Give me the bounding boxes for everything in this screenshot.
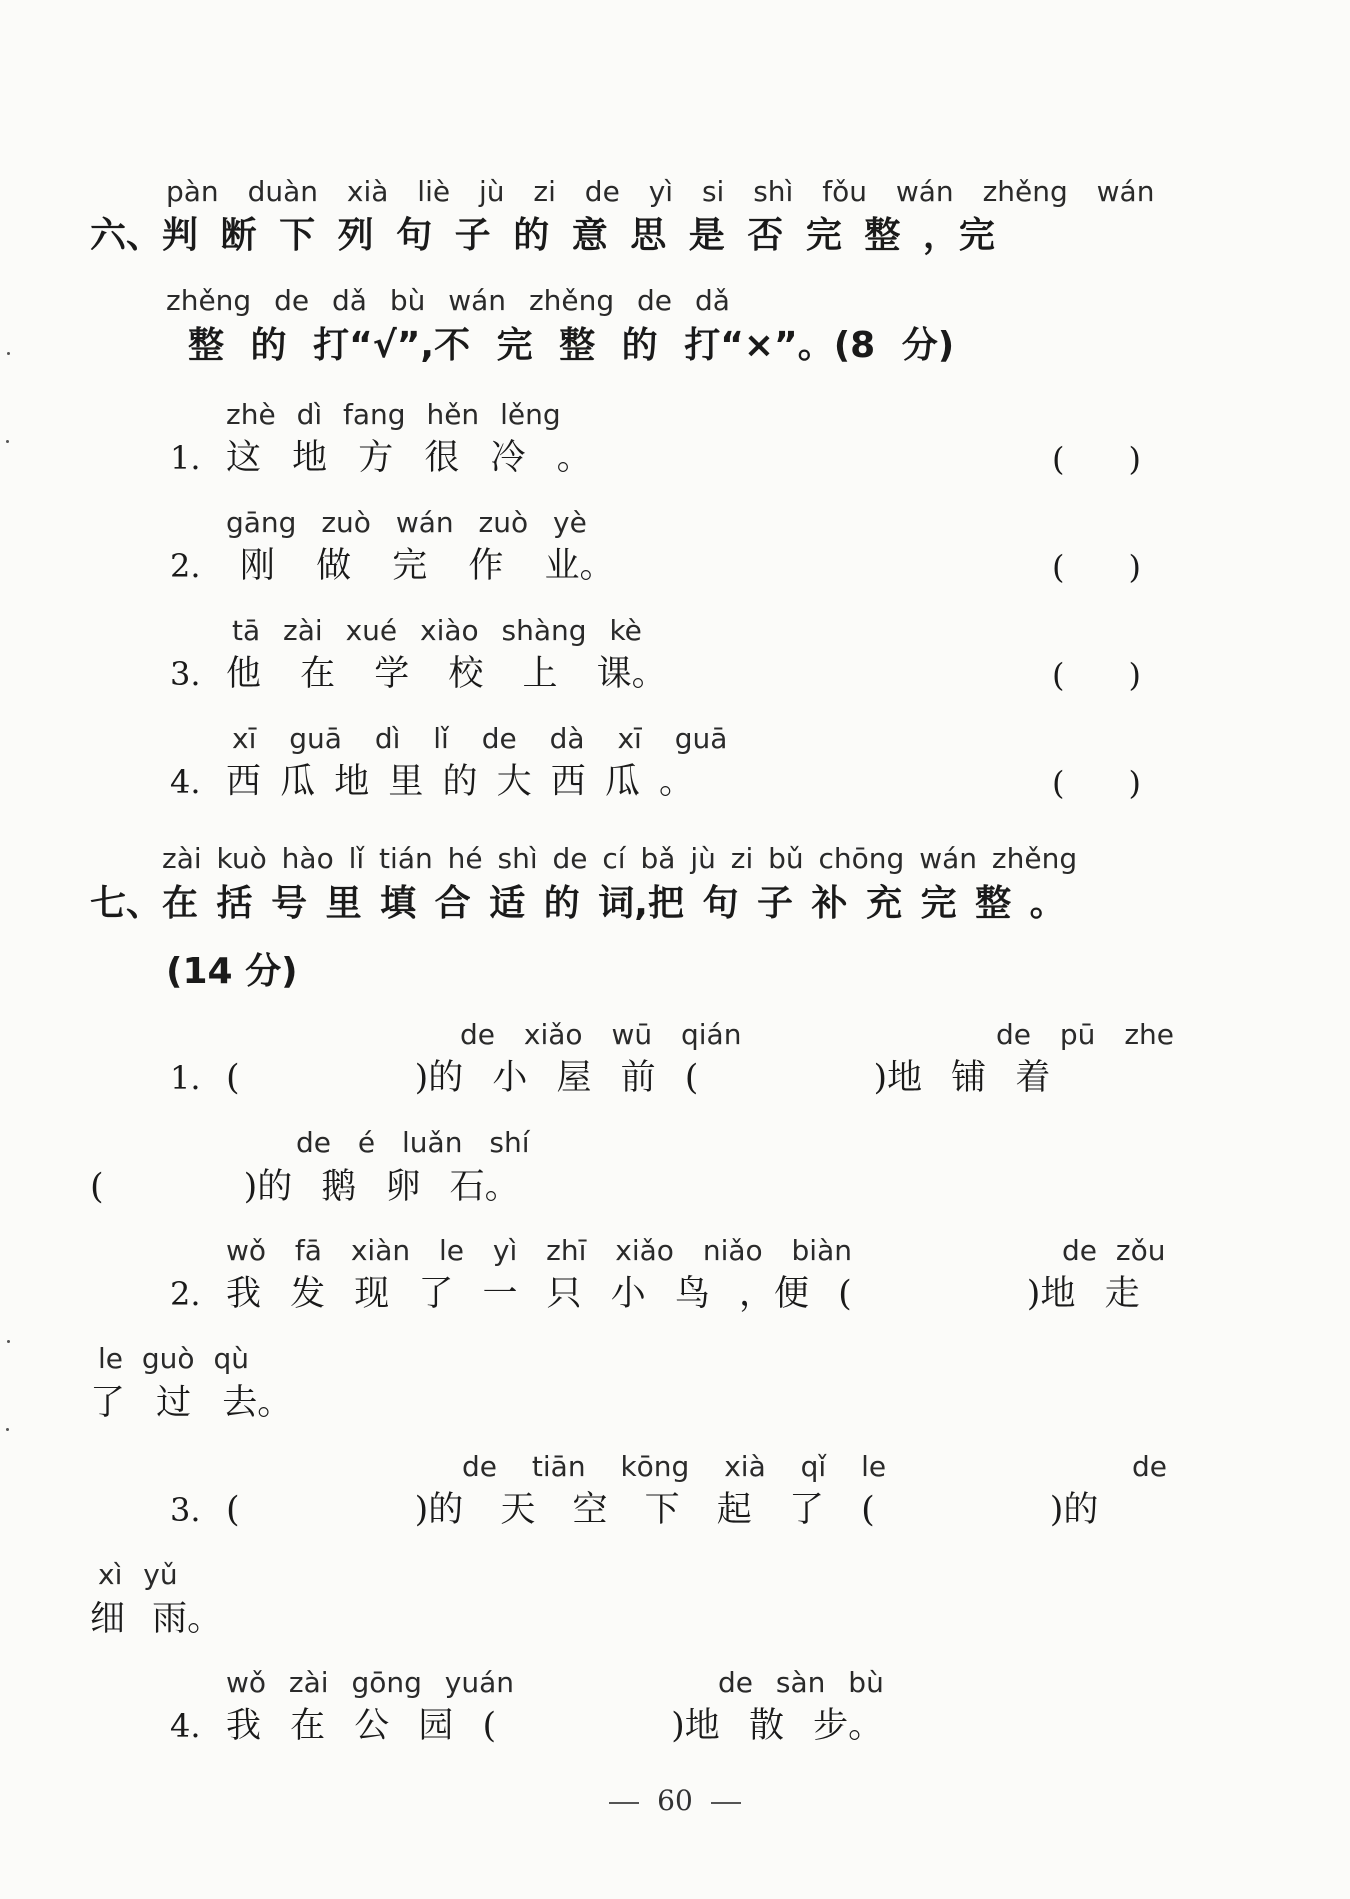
section7-heading-pinyin: zài kuò hào lǐ tián hé shì de cí bǎ jù zi bǔ chōng wán zhěng bbox=[162, 842, 1078, 875]
answer-blank[interactable]: ( ) bbox=[1052, 548, 1141, 586]
section6-heading-pinyin-2: zhěng de dǎ bù wán zhěng de dǎ bbox=[166, 284, 730, 317]
q3-pinyin-a: de tiān kōng xià qǐ le bbox=[462, 1450, 887, 1483]
scan-speck bbox=[7, 1340, 10, 1343]
judgement-sentence: 这 地 方 很 冷 。 bbox=[226, 438, 592, 478]
item-pinyin: tā zài xué xiào shàng kè bbox=[232, 614, 642, 647]
fill-blank-sentence[interactable]: ( )的 天 空 下 起 了 ( )的 bbox=[226, 1490, 1099, 1530]
judgement-sentence: 西 瓜 地 里 的 大 西 瓜 。 bbox=[226, 762, 695, 802]
page-number-dash bbox=[609, 1802, 639, 1804]
fill-blank-sentence[interactable]: ( )的 小 屋 前 ( )地 铺 着 bbox=[226, 1058, 1051, 1098]
item-number: 2. bbox=[170, 547, 201, 585]
answer-blank[interactable]: ( ) bbox=[1052, 764, 1141, 802]
q3-pinyin-b: de bbox=[1132, 1450, 1167, 1483]
q2-pinyin-c: le guò qù bbox=[98, 1342, 249, 1375]
fill-blank-sentence: 细 雨。 bbox=[90, 1599, 223, 1639]
judgement-sentence: 他 在 学 校 上 课。 bbox=[226, 654, 667, 694]
q3-pinyin-c: xì yǔ bbox=[98, 1558, 178, 1591]
q1-pinyin-b: de pū zhe bbox=[996, 1018, 1174, 1051]
q4-pinyin-b: de sàn bù bbox=[718, 1666, 884, 1699]
section6-heading: 六、判 断 下 列 句 子 的 意 思 是 否 完 整 ，完 bbox=[90, 215, 995, 256]
page-number-dash bbox=[711, 1802, 741, 1804]
fill-blank-sentence[interactable]: 我 发 现 了 一 只 小 鸟 ，便 ( )地 走 bbox=[226, 1274, 1140, 1314]
item-number: 3. bbox=[170, 655, 201, 693]
q4-pinyin-a: wǒ zài gōng yuán bbox=[226, 1666, 515, 1699]
item-number: 1. bbox=[170, 439, 201, 477]
item-number: 4. bbox=[170, 763, 201, 801]
page-number bbox=[0, 1784, 1350, 1817]
section7-score: (14 分) bbox=[166, 951, 298, 992]
item-pinyin: zhè dì fang hěn lěng bbox=[226, 398, 561, 431]
q2-pinyin-b: de zǒu bbox=[1062, 1234, 1166, 1267]
page-number-text: 60 bbox=[657, 1784, 693, 1817]
scan-speck bbox=[6, 440, 9, 443]
item-number: 1. bbox=[170, 1059, 201, 1097]
q1-pinyin-a: de xiǎo wū qián bbox=[460, 1018, 742, 1051]
fill-blank-sentence[interactable]: 我 在 公 园 ( )地 散 步。 bbox=[226, 1706, 884, 1746]
section7-heading: 七、在 括 号 里 填 合 适 的 词,把 句 子 补 充 完 整 。 bbox=[90, 883, 1066, 924]
item-pinyin: xī guā dì lǐ de dà xī guā bbox=[232, 722, 728, 755]
judgement-sentence: 刚 做 完 作 业。 bbox=[240, 546, 615, 586]
scan-speck bbox=[6, 1428, 9, 1431]
item-pinyin: gāng zuò wán zuò yè bbox=[226, 506, 587, 539]
item-number: 4. bbox=[170, 1707, 201, 1745]
q1-pinyin-c: de é luǎn shí bbox=[296, 1126, 530, 1159]
fill-blank-sentence: 了 过 去。 bbox=[90, 1383, 293, 1423]
answer-blank[interactable]: ( ) bbox=[1052, 440, 1141, 478]
item-number: 3. bbox=[170, 1491, 201, 1529]
section6-heading-pinyin: pàn duàn xià liè jù zi de yì si shì fǒu wán zhěng wán bbox=[166, 175, 1155, 208]
fill-blank-sentence[interactable]: ( )的 鹅 卵 石。 bbox=[90, 1167, 520, 1207]
answer-blank[interactable]: ( ) bbox=[1052, 656, 1141, 694]
item-number: 2. bbox=[170, 1275, 201, 1313]
scan-speck bbox=[7, 352, 10, 355]
section6-instruction: 整 的 打“√”,不 完 整 的 打“×”。(8 分) bbox=[188, 325, 955, 366]
q2-pinyin-a: wǒ fā xiàn le yì zhī xiǎo niǎo biàn bbox=[226, 1234, 852, 1267]
